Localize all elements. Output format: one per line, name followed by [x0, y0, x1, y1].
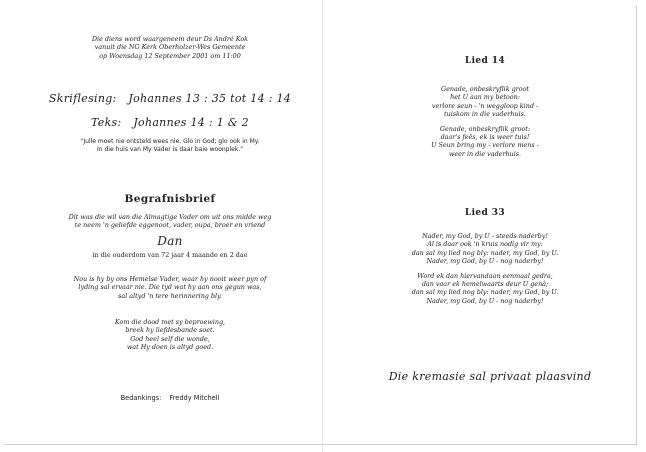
- hymn-line: dan vaar ek hemelwaarts deur U genâ;: [421, 280, 549, 289]
- hymn2-stanza: [380, 272, 590, 306]
- hymn-line: weer in die vaderhuis.: [448, 149, 522, 158]
- service-info-line: op Woensdag 12 September 2001 om 11:00: [99, 51, 241, 60]
- service-info-line: vanuit die NG Kerk Oberholzer-Wes Gemeente: [94, 43, 246, 52]
- scripture-label: Skriflesing:: [48, 92, 117, 105]
- poem-line: Kom die dood met sy beproewing,: [114, 318, 226, 326]
- obituary-intro: [40, 213, 300, 230]
- hymn-line: dan sal my lied nog bly: nader, my God, by U.: [411, 248, 559, 257]
- hymn-line: Nader, my God, by U - nog naderby!: [426, 257, 544, 266]
- hymn2-stanza: [380, 232, 590, 266]
- sermon-text: [40, 116, 300, 129]
- hymn2-text: [380, 232, 590, 311]
- hymn-line: Nader, my God, by U - steeds naderby!: [422, 232, 548, 240]
- center-fold: [322, 0, 323, 452]
- deceased-name: Dan: [157, 234, 183, 248]
- scripture-reading: [40, 92, 300, 105]
- hymn2-title: Lied 33: [464, 208, 506, 218]
- age-line: in die ouderdom van 72 jaar 4 maande en 2 dae: [92, 251, 248, 259]
- obituary-intro-line: Dit was die wil van die Almagtige Vader om uit ons midde weg: [68, 213, 272, 221]
- scripture-reference: Johannes 13 : 35 tot 14 : 14: [128, 92, 292, 105]
- acknowledgements-label: Bedankings:: [120, 394, 162, 402]
- page-edge-right: [636, 6, 637, 446]
- obituary-heading: Begrafnisbrief: [124, 193, 216, 205]
- service-info-line: Die diens word waargeneem deur Ds André Kok: [91, 35, 249, 43]
- text-reference: Johannes 14 : 1 & 2: [133, 116, 249, 129]
- hymn-line: Nader, my God, by U - nog naderby!: [426, 296, 544, 305]
- obituary-intro-line: te neem 'n geliefde eggenoot, vader, oupa, broer en vriend: [74, 221, 266, 230]
- poem-line: God heel self die wonde,: [130, 334, 210, 343]
- poem-line: wat Hy doen is altyd goed.: [126, 343, 214, 352]
- hymn-line: het U aan my betoon:: [450, 93, 520, 102]
- text-label: Teks:: [91, 116, 122, 129]
- hymn1-stanza: [390, 125, 580, 159]
- poem-line: breek hy liefdesbande soet.: [125, 326, 215, 335]
- service-info: [40, 35, 300, 60]
- obituary-verse: [40, 275, 300, 300]
- obituary-verse-line: lyding sal ervaar nie. Die tyd wat hy aan ons gegun was,: [78, 283, 262, 292]
- page-edge-bottom: [4, 444, 637, 445]
- hymn-line: dan sal my lied nog bly: nader, my God, by U.: [411, 288, 559, 297]
- hymn-line: tuiskom in die vaderhuis.: [444, 110, 526, 119]
- obituary-verse-line: Nou is hy by ons Hemelse Vader, waar hy nooit weer pyn of: [73, 275, 267, 283]
- hymn-line: verlore seun - 'n weggloop kind -: [431, 101, 539, 110]
- hymn-line: U Seun bring my - verlore mens -: [431, 141, 539, 150]
- hymn1-title: Lied 14: [464, 56, 506, 66]
- acknowledgements-name: Freddy Mitchell: [169, 394, 220, 402]
- hymn-line: Genade, onbeskryflik groot:: [439, 124, 531, 133]
- hymn-line: Al is daar ook 'n kruis nodig vir my:: [427, 240, 543, 249]
- hymn-line: Genade, onbeskryflik groot: [440, 85, 530, 93]
- hymn-line: Word ek dan hiervandaan eenmaal gedra,: [417, 271, 553, 280]
- obituary-verse-line: sal altyd 'n tere herinnering bly.: [118, 291, 222, 300]
- acknowledgements: [40, 394, 300, 402]
- quote: [40, 138, 300, 154]
- quote-line: "Julle moet nie ontsteld wees nie. Glo in God; glo ook in My.: [80, 138, 260, 145]
- hymn1-stanza: [390, 85, 580, 119]
- cremation-note: Die kremasie sal privaat plaasvind: [388, 370, 592, 383]
- hymn1-text: [390, 85, 580, 164]
- hymn-line: daar's feës, ek is weer tuis!: [440, 133, 530, 142]
- quote-line: In die huis van My Vader is daar baie woonplek.": [97, 146, 243, 153]
- obituary-poem: [40, 318, 300, 352]
